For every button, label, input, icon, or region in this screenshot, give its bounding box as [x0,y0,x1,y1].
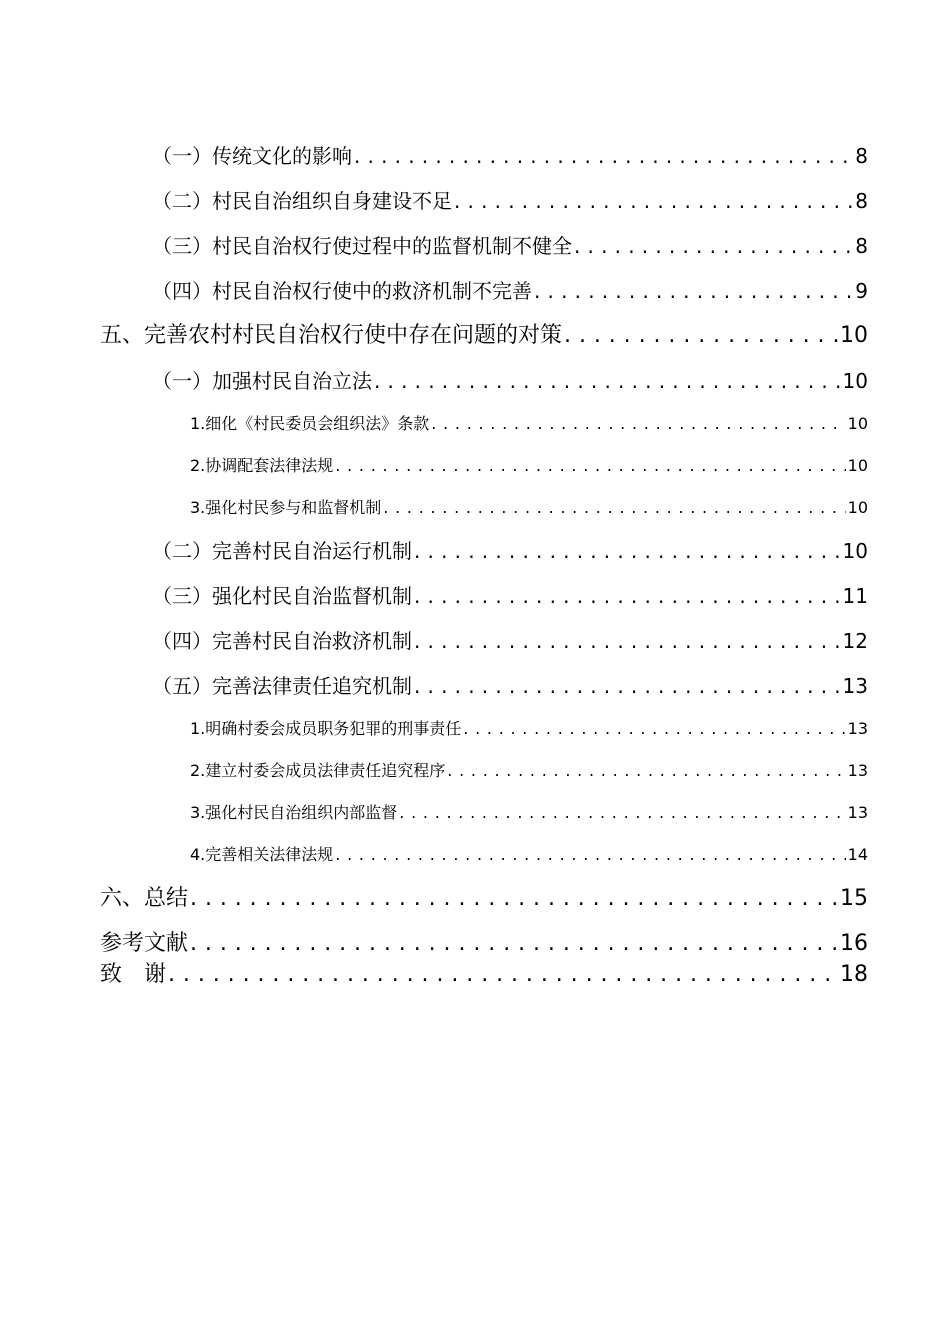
toc-entry-title: 村民自治组织自身建设不足 [212,189,452,213]
toc-entry-title: 明确村委会成员职务犯罪的刑事责任 [205,719,462,738]
toc-entry-number: （三） [152,234,212,258]
toc-entry-page: 13 [842,674,868,698]
toc-entry-title: 完善相关法律法规 [205,845,334,864]
toc-entry-page: 10 [847,498,868,517]
dot-leader [354,144,853,168]
toc-entry [0,230,950,259]
toc-entry [0,275,950,304]
toc-entry-page: 10 [840,323,868,348]
toc-entry-title: 协调配套法律法规 [205,456,334,475]
toc-entry-title: 强化村民自治组织内部监督 [205,803,398,822]
toc-entry [0,365,950,394]
toc-entry-number: （三） [152,584,212,608]
dot-leader [414,584,841,608]
toc-entry-number: （二） [152,189,212,213]
toc-entry-acknowledgements [0,957,950,988]
toc-entry-title: 强化村民参与和监督机制 [205,498,382,517]
toc-entry-page: 13 [847,803,868,822]
toc-entry-page: 13 [847,719,868,738]
toc-entry-page: 18 [840,962,868,987]
toc-entry [0,185,950,214]
toc-entry [0,318,950,349]
toc-entry-page: 15 [840,886,868,911]
dot-leader [564,323,838,348]
dot-leader [190,931,838,956]
toc-entry-number: （二） [152,539,212,563]
toc-entry [0,881,950,912]
toc-entry-number: 3. [190,498,206,517]
dot-leader [431,414,845,433]
toc-entry-page: 10 [847,456,868,475]
toc-entry-number: （四） [152,629,212,653]
toc-entry-number: （一） [152,369,212,393]
toc-entry-page: 13 [847,761,868,780]
dot-leader [168,962,838,987]
toc-entry-page: 10 [847,414,868,433]
toc-entry [0,495,950,518]
toc-entry-title: 村民自治权行使过程中的监督机制不健全 [212,234,572,258]
toc-entry [0,758,950,781]
toc-entry [0,800,950,823]
toc-entry-number: 五、 [100,323,145,348]
toc-entry-page: 11 [842,584,868,608]
dot-leader [574,234,853,258]
toc-entry-title: 完善农村村民自治权行使中存在问题的对策 [144,323,563,348]
dot-leader [414,539,841,563]
toc-entry-number: 2. [190,761,206,780]
toc-entry-page: 10 [842,539,868,563]
toc-entry-references [0,926,950,957]
dot-leader [447,761,845,780]
toc-entry-page: 9 [855,279,868,303]
toc-entry-number: （五） [152,674,212,698]
toc-entry-title: 加强村民自治立法 [212,369,372,393]
toc-entry-title: 传统文化的影响 [212,144,352,168]
toc-entry-number: 1. [190,719,206,738]
toc-entry-title: 总结 [144,886,189,911]
toc-entry-title: 参考文献 [100,931,189,956]
dot-leader [399,803,845,822]
toc-entry-title: 细化《村民委员会组织法》条款 [205,414,430,433]
toc-entry-page: 16 [840,931,868,956]
dot-leader [335,456,845,475]
toc-entry-page: 8 [855,144,868,168]
toc-entry [0,411,950,434]
toc-entry-number: （一） [152,144,212,168]
dot-leader [383,498,845,517]
toc-entry-title: 完善法律责任追究机制 [212,674,412,698]
toc-entry [0,842,950,865]
toc-entry-number: 六、 [100,886,145,911]
toc-entry-title: 完善村民自治运行机制 [212,539,412,563]
dot-leader [190,886,838,911]
toc-entry [0,625,950,654]
toc-entry-page: 14 [847,845,868,864]
toc-entry-page: 8 [855,189,868,213]
toc-entry-title: 强化村民自治监督机制 [212,584,412,608]
toc-entry [0,716,950,739]
dot-leader [335,845,845,864]
toc-entry [0,670,950,699]
toc-entry-title: 村民自治权行使中的救济机制不完善 [212,279,532,303]
dot-leader [414,674,841,698]
toc-entry-number: 4. [190,845,206,864]
dot-leader [414,629,841,653]
dot-leader [454,189,853,213]
dot-leader [534,279,853,303]
toc-entry-page: 10 [842,369,868,393]
toc-entry-number: （四） [152,279,212,303]
toc-entry [0,580,950,609]
toc-entry [0,453,950,476]
toc-entry-title: 致 谢 [100,962,167,987]
toc-entry-page: 12 [842,629,868,653]
toc-entry-number: 2. [190,456,206,475]
dot-leader [374,369,841,393]
toc-entry-number: 1. [190,414,206,433]
toc-entry-title: 完善村民自治救济机制 [212,629,412,653]
toc-entry-page: 8 [855,234,868,258]
toc-entry [0,535,950,564]
toc-entry-title: 建立村委会成员法律责任追究程序 [205,761,446,780]
toc-entry-number: 3. [190,803,206,822]
dot-leader [463,719,845,738]
toc-entry [0,140,950,169]
